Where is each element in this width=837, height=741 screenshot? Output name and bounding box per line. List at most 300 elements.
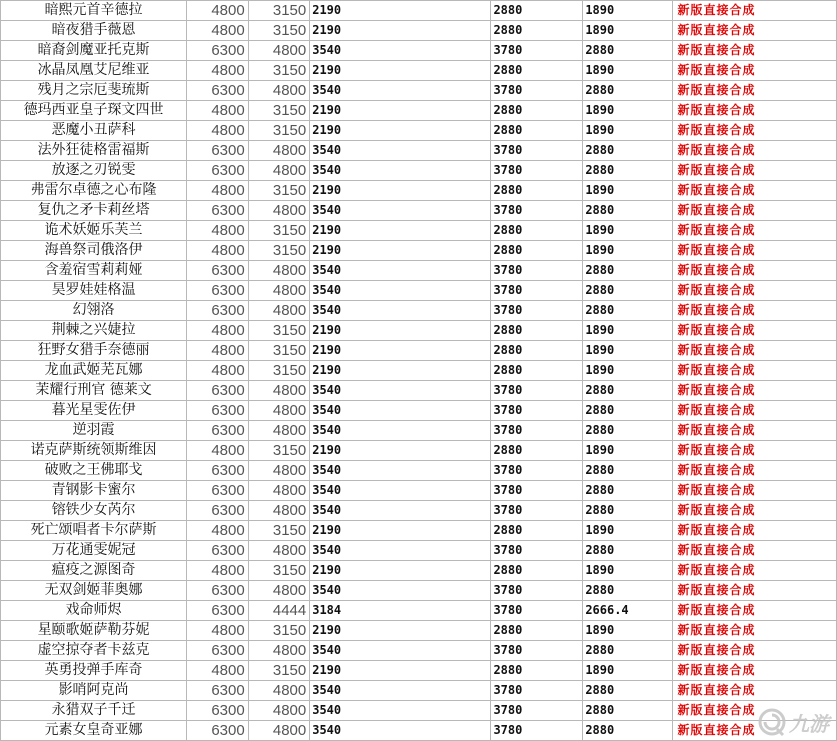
value-b-cell[interactable]: 3780	[491, 301, 583, 321]
table-row	[1, 721, 837, 741]
value-a-cell[interactable]: 3540	[310, 301, 491, 321]
champion-name-cell[interactable]: 破败之王佛耶戈	[1, 461, 187, 481]
value-c-cell[interactable]: 1890	[583, 241, 673, 261]
note-cell[interactable]: 新版直接合成	[673, 461, 837, 481]
value-b-cell[interactable]: 3780	[491, 281, 583, 301]
price-a-cell[interactable]: 4800	[187, 621, 249, 641]
price-a-cell[interactable]: 4800	[187, 521, 249, 541]
value-b-cell[interactable]: 2880	[491, 101, 583, 121]
value-c-cell[interactable]: 2880	[583, 281, 673, 301]
price-b-cell[interactable]: 3150	[248, 221, 310, 241]
table-row	[1, 501, 837, 521]
champion-name-cell[interactable]: 瘟疫之源图奇	[1, 561, 187, 581]
table-row	[1, 621, 837, 641]
table-row	[1, 681, 837, 701]
value-a-cell[interactable]: 2190	[310, 441, 491, 461]
price-b-cell[interactable]: 3150	[248, 181, 310, 201]
price-b-cell[interactable]: 4800	[248, 581, 310, 601]
price-b-cell[interactable]: 4800	[248, 381, 310, 401]
value-a-cell[interactable]: 2190	[310, 621, 491, 641]
price-a-cell[interactable]: 4800	[187, 61, 249, 81]
price-b-cell[interactable]: 3150	[248, 441, 310, 461]
price-a-cell[interactable]: 6300	[187, 701, 249, 721]
value-b-cell[interactable]: 3780	[491, 421, 583, 441]
note-cell[interactable]: 新版直接合成	[673, 641, 837, 661]
value-c-cell[interactable]: 2880	[583, 81, 673, 101]
value-c-cell[interactable]: 1890	[583, 1, 673, 21]
table-row	[1, 201, 837, 221]
note-cell[interactable]: 新版直接合成	[673, 201, 837, 221]
price-a-cell[interactable]: 4800	[187, 321, 249, 341]
price-b-cell[interactable]: 4800	[248, 141, 310, 161]
note-cell[interactable]: 新版直接合成	[673, 381, 837, 401]
value-c-cell[interactable]: 2880	[583, 721, 673, 741]
price-b-cell[interactable]: 3150	[248, 341, 310, 361]
value-c-cell[interactable]: 1890	[583, 441, 673, 461]
value-b-cell[interactable]: 3780	[491, 381, 583, 401]
value-a-cell[interactable]: 3540	[310, 461, 491, 481]
note-cell[interactable]: 新版直接合成	[673, 221, 837, 241]
table-row	[1, 641, 837, 661]
table-row	[1, 461, 837, 481]
note-cell[interactable]: 新版直接合成	[673, 41, 837, 61]
value-a-cell[interactable]: 3184	[310, 601, 491, 621]
price-b-cell[interactable]: 4800	[248, 641, 310, 661]
note-cell[interactable]: 新版直接合成	[673, 101, 837, 121]
value-c-cell[interactable]: 1890	[583, 181, 673, 201]
champion-name-cell[interactable]: 诺克萨斯统领斯维因	[1, 441, 187, 461]
value-b-cell[interactable]: 3780	[491, 681, 583, 701]
price-b-cell[interactable]: 4800	[248, 261, 310, 281]
champion-name-cell[interactable]: 狂野女猎手奈德丽	[1, 341, 187, 361]
note-cell[interactable]: 新版直接合成	[673, 321, 837, 341]
value-b-cell[interactable]: 2880	[491, 341, 583, 361]
price-a-cell[interactable]: 4800	[187, 1, 249, 21]
table-row	[1, 101, 837, 121]
value-b-cell[interactable]: 3780	[491, 141, 583, 161]
value-c-cell[interactable]: 1890	[583, 101, 673, 121]
table-row	[1, 661, 837, 681]
value-c-cell[interactable]: 1890	[583, 621, 673, 641]
value-c-cell[interactable]: 2880	[583, 701, 673, 721]
value-b-cell[interactable]: 3780	[491, 601, 583, 621]
value-c-cell[interactable]: 1890	[583, 221, 673, 241]
champion-name-cell[interactable]: 镕铁少女芮尔	[1, 501, 187, 521]
value-b-cell[interactable]: 2880	[491, 21, 583, 41]
price-b-cell[interactable]: 3150	[248, 21, 310, 41]
price-b-cell[interactable]: 3150	[248, 1, 310, 21]
value-a-cell[interactable]: 3540	[310, 381, 491, 401]
price-a-cell[interactable]: 6300	[187, 681, 249, 701]
value-c-cell[interactable]: 2880	[583, 41, 673, 61]
value-c-cell[interactable]: 2880	[583, 261, 673, 281]
note-cell[interactable]: 新版直接合成	[673, 421, 837, 441]
table-row	[1, 521, 837, 541]
table-row	[1, 301, 837, 321]
price-b-cell[interactable]: 4800	[248, 81, 310, 101]
value-b-cell[interactable]: 3780	[491, 541, 583, 561]
champion-name-cell[interactable]: 逆羽霞	[1, 421, 187, 441]
price-b-cell[interactable]: 3150	[248, 101, 310, 121]
value-a-cell[interactable]: 3540	[310, 481, 491, 501]
champion-name-cell[interactable]: 法外狂徒格雷福斯	[1, 141, 187, 161]
price-b-cell[interactable]: 3150	[248, 561, 310, 581]
price-a-cell[interactable]: 4800	[187, 101, 249, 121]
price-b-cell[interactable]: 4800	[248, 421, 310, 441]
note-cell[interactable]: 新版直接合成	[673, 721, 837, 741]
spreadsheet-body	[1, 1, 837, 741]
value-a-cell[interactable]: 2190	[310, 21, 491, 41]
value-b-cell[interactable]: 2880	[491, 241, 583, 261]
price-a-cell[interactable]: 4800	[187, 361, 249, 381]
table-row	[1, 121, 837, 141]
table-row	[1, 441, 837, 461]
champion-name-cell[interactable]: 含羞宿雪莉莉娅	[1, 261, 187, 281]
price-a-cell[interactable]: 4800	[187, 241, 249, 261]
price-a-cell[interactable]: 4800	[187, 21, 249, 41]
value-b-cell[interactable]: 2880	[491, 121, 583, 141]
value-b-cell[interactable]: 3780	[491, 481, 583, 501]
value-a-cell[interactable]: 3540	[310, 541, 491, 561]
table-row	[1, 361, 837, 381]
value-b-cell[interactable]: 2880	[491, 1, 583, 21]
price-a-cell[interactable]: 6300	[187, 401, 249, 421]
value-c-cell[interactable]: 2880	[583, 481, 673, 501]
value-a-cell[interactable]: 3540	[310, 161, 491, 181]
watermark	[757, 707, 829, 737]
price-a-cell[interactable]: 6300	[187, 381, 249, 401]
value-b-cell[interactable]: 2880	[491, 181, 583, 201]
champion-name-cell[interactable]: 暗裔剑魔亚托克斯	[1, 41, 187, 61]
note-cell[interactable]: 新版直接合成	[673, 181, 837, 201]
value-b-cell[interactable]: 2880	[491, 221, 583, 241]
note-cell[interactable]: 新版直接合成	[673, 161, 837, 181]
value-c-cell[interactable]: 1890	[583, 361, 673, 381]
table-row	[1, 21, 837, 41]
price-a-cell[interactable]: 4800	[187, 221, 249, 241]
value-a-cell[interactable]: 2190	[310, 661, 491, 681]
value-b-cell[interactable]: 3780	[491, 81, 583, 101]
value-c-cell[interactable]: 2880	[583, 501, 673, 521]
value-c-cell[interactable]: 2880	[583, 641, 673, 661]
champion-name-cell[interactable]: 龙血武姬芜瓦娜	[1, 361, 187, 381]
price-b-cell[interactable]: 4800	[248, 161, 310, 181]
value-b-cell[interactable]: 3780	[491, 461, 583, 481]
value-a-cell[interactable]: 2190	[310, 521, 491, 541]
note-cell[interactable]: 新版直接合成	[673, 21, 837, 41]
note-cell[interactable]: 新版直接合成	[673, 61, 837, 81]
table-row	[1, 61, 837, 81]
table-row	[1, 381, 837, 401]
price-b-cell[interactable]: 3150	[248, 621, 310, 641]
note-cell[interactable]: 新版直接合成	[673, 541, 837, 561]
value-a-cell[interactable]: 3540	[310, 721, 491, 741]
price-b-cell[interactable]: 4800	[248, 701, 310, 721]
price-a-cell[interactable]: 6300	[187, 261, 249, 281]
value-b-cell[interactable]: 2880	[491, 361, 583, 381]
value-b-cell[interactable]: 3780	[491, 721, 583, 741]
value-c-cell[interactable]: 2880	[583, 401, 673, 421]
value-c-cell[interactable]: 2880	[583, 161, 673, 181]
price-a-cell[interactable]: 4800	[187, 341, 249, 361]
value-a-cell[interactable]: 2190	[310, 221, 491, 241]
value-c-cell[interactable]: 2880	[583, 581, 673, 601]
table-row	[1, 241, 837, 261]
note-cell[interactable]: 新版直接合成	[673, 341, 837, 361]
champion-name-cell[interactable]: 星颐歌姬萨勒芬妮	[1, 621, 187, 641]
value-b-cell[interactable]: 3780	[491, 581, 583, 601]
value-c-cell[interactable]: 1890	[583, 121, 673, 141]
price-a-cell[interactable]: 6300	[187, 281, 249, 301]
champion-name-cell[interactable]: 荆棘之兴婕拉	[1, 321, 187, 341]
note-cell[interactable]: 新版直接合成	[673, 361, 837, 381]
price-b-cell[interactable]: 4800	[248, 401, 310, 421]
note-cell[interactable]: 新版直接合成	[673, 281, 837, 301]
table-row	[1, 261, 837, 281]
champion-name-cell[interactable]: 无双剑姬菲奥娜	[1, 581, 187, 601]
note-cell[interactable]: 新版直接合成	[673, 661, 837, 681]
note-cell[interactable]: 新版直接合成	[673, 261, 837, 281]
champion-name-cell[interactable]: 茉耀行刑官 德莱文	[1, 381, 187, 401]
value-b-cell[interactable]: 2880	[491, 521, 583, 541]
value-c-cell[interactable]: 1890	[583, 661, 673, 681]
value-c-cell[interactable]: 2880	[583, 141, 673, 161]
value-c-cell[interactable]: 2880	[583, 421, 673, 441]
table-row	[1, 41, 837, 61]
value-a-cell[interactable]: 2190	[310, 341, 491, 361]
value-b-cell[interactable]: 3780	[491, 641, 583, 661]
champion-name-cell[interactable]: 恶魔小丑萨科	[1, 121, 187, 141]
price-b-cell[interactable]: 4800	[248, 481, 310, 501]
price-b-cell[interactable]: 4800	[248, 41, 310, 61]
price-a-cell[interactable]: 6300	[187, 41, 249, 61]
value-a-cell[interactable]: 3540	[310, 641, 491, 661]
price-b-cell[interactable]: 4800	[248, 461, 310, 481]
table-row	[1, 421, 837, 441]
price-a-cell[interactable]: 6300	[187, 461, 249, 481]
champion-name-cell[interactable]: 暗夜猎手薇恩	[1, 21, 187, 41]
value-b-cell[interactable]: 3780	[491, 261, 583, 281]
table-row	[1, 81, 837, 101]
champion-name-cell[interactable]: 死亡颂唱者卡尔萨斯	[1, 521, 187, 541]
table-row	[1, 221, 837, 241]
note-cell[interactable]: 新版直接合成	[673, 601, 837, 621]
champion-name-cell[interactable]: 永猎双子千迁	[1, 701, 187, 721]
champion-name-cell[interactable]: 昊罗娃娃格温	[1, 281, 187, 301]
table-row	[1, 181, 837, 201]
price-a-cell[interactable]: 6300	[187, 541, 249, 561]
note-cell[interactable]: 新版直接合成	[673, 441, 837, 461]
price-b-cell[interactable]: 3150	[248, 121, 310, 141]
value-a-cell[interactable]: 3540	[310, 701, 491, 721]
value-a-cell[interactable]: 2190	[310, 61, 491, 81]
table-row	[1, 401, 837, 421]
note-cell[interactable]: 新版直接合成	[673, 481, 837, 501]
champion-name-cell[interactable]: 放逐之刃锐雯	[1, 161, 187, 181]
price-a-cell[interactable]: 6300	[187, 481, 249, 501]
value-b-cell[interactable]: 3780	[491, 41, 583, 61]
value-c-cell[interactable]: 2880	[583, 541, 673, 561]
price-b-cell[interactable]: 3150	[248, 661, 310, 681]
table-row	[1, 481, 837, 501]
champion-name-cell[interactable]: 残月之宗厄斐琉斯	[1, 81, 187, 101]
value-b-cell[interactable]: 3780	[491, 501, 583, 521]
value-a-cell[interactable]: 2190	[310, 1, 491, 21]
price-b-cell[interactable]: 4800	[248, 681, 310, 701]
table-row	[1, 321, 837, 341]
price-a-cell[interactable]: 6300	[187, 581, 249, 601]
price-b-cell[interactable]: 4444	[248, 601, 310, 621]
value-a-cell[interactable]: 3540	[310, 261, 491, 281]
price-a-cell[interactable]: 6300	[187, 301, 249, 321]
table-row	[1, 541, 837, 561]
table-row	[1, 141, 837, 161]
champion-name-cell[interactable]: 暮光星雯佐伊	[1, 401, 187, 421]
value-b-cell[interactable]: 2880	[491, 661, 583, 681]
value-a-cell[interactable]: 2190	[310, 121, 491, 141]
value-a-cell[interactable]: 3540	[310, 421, 491, 441]
value-b-cell[interactable]: 2880	[491, 561, 583, 581]
price-b-cell[interactable]: 4800	[248, 541, 310, 561]
note-cell[interactable]: 新版直接合成	[673, 501, 837, 521]
value-b-cell[interactable]: 3780	[491, 201, 583, 221]
nine-game-logo-icon	[757, 707, 787, 737]
value-b-cell[interactable]: 2880	[491, 321, 583, 341]
value-a-cell[interactable]: 2190	[310, 241, 491, 261]
price-b-cell[interactable]: 3150	[248, 241, 310, 261]
price-a-cell[interactable]: 6300	[187, 81, 249, 101]
price-a-cell[interactable]: 4800	[187, 121, 249, 141]
price-a-cell[interactable]: 6300	[187, 201, 249, 221]
value-b-cell[interactable]: 2880	[491, 621, 583, 641]
note-cell[interactable]: 新版直接合成	[673, 621, 837, 641]
value-a-cell[interactable]: 3540	[310, 681, 491, 701]
table-row	[1, 281, 837, 301]
champion-name-cell[interactable]: 戏命师烬	[1, 601, 187, 621]
value-a-cell[interactable]: 2190	[310, 181, 491, 201]
champion-name-cell[interactable]: 元素女皇奇亚娜	[1, 721, 187, 741]
price-a-cell[interactable]: 6300	[187, 161, 249, 181]
value-a-cell[interactable]: 3540	[310, 81, 491, 101]
price-a-cell[interactable]: 6300	[187, 721, 249, 741]
value-c-cell[interactable]: 1890	[583, 21, 673, 41]
price-b-cell[interactable]: 4800	[248, 201, 310, 221]
value-b-cell[interactable]: 3780	[491, 701, 583, 721]
value-a-cell[interactable]: 3540	[310, 281, 491, 301]
value-c-cell[interactable]: 2666.4	[583, 601, 673, 621]
value-c-cell[interactable]: 2880	[583, 461, 673, 481]
note-cell[interactable]: 新版直接合成	[673, 1, 837, 21]
note-cell[interactable]: 新版直接合成	[673, 561, 837, 581]
price-a-cell[interactable]: 4800	[187, 561, 249, 581]
champion-name-cell[interactable]: 复仇之矛卡莉丝塔	[1, 201, 187, 221]
champion-name-cell[interactable]: 英勇投弹手库奇	[1, 661, 187, 681]
value-c-cell[interactable]: 1890	[583, 561, 673, 581]
champion-name-cell[interactable]: 海兽祭司俄洛伊	[1, 241, 187, 261]
price-b-cell[interactable]: 4800	[248, 301, 310, 321]
value-c-cell[interactable]: 1890	[583, 341, 673, 361]
table-row	[1, 701, 837, 721]
value-a-cell[interactable]: 2190	[310, 321, 491, 341]
value-a-cell[interactable]: 2190	[310, 561, 491, 581]
champion-name-cell[interactable]: 弗雷尔卓德之心布隆	[1, 181, 187, 201]
price-a-cell[interactable]: 4800	[187, 181, 249, 201]
note-cell[interactable]: 新版直接合成	[673, 701, 837, 721]
value-b-cell[interactable]: 3780	[491, 161, 583, 181]
note-cell[interactable]: 新版直接合成	[673, 401, 837, 421]
price-a-cell[interactable]: 6300	[187, 421, 249, 441]
price-b-cell[interactable]: 3150	[248, 61, 310, 81]
price-b-cell[interactable]: 3150	[248, 521, 310, 541]
value-c-cell[interactable]: 2880	[583, 681, 673, 701]
price-b-cell[interactable]: 3150	[248, 321, 310, 341]
value-b-cell[interactable]: 3780	[491, 401, 583, 421]
table-row	[1, 581, 837, 601]
value-a-cell[interactable]: 3540	[310, 401, 491, 421]
champion-name-cell[interactable]: 冰晶凤凰艾尼维亚	[1, 61, 187, 81]
value-a-cell[interactable]: 2190	[310, 361, 491, 381]
champion-name-cell[interactable]: 德玛西亚皇子琛文四世	[1, 101, 187, 121]
champion-name-cell[interactable]: 诡术妖姬乐芙兰	[1, 221, 187, 241]
table-row	[1, 161, 837, 181]
champion-name-cell[interactable]: 青钢影卡蜜尔	[1, 481, 187, 501]
note-cell[interactable]: 新版直接合成	[673, 301, 837, 321]
champion-name-cell[interactable]: 虚空掠夺者卡兹克	[1, 641, 187, 661]
value-c-cell[interactable]: 1890	[583, 321, 673, 341]
value-c-cell[interactable]: 2880	[583, 201, 673, 221]
table-row	[1, 341, 837, 361]
value-c-cell[interactable]: 1890	[583, 521, 673, 541]
champion-name-cell[interactable]: 万花通雯妮冠	[1, 541, 187, 561]
price-a-cell[interactable]: 6300	[187, 641, 249, 661]
note-cell[interactable]: 新版直接合成	[673, 581, 837, 601]
value-a-cell[interactable]: 3540	[310, 41, 491, 61]
price-a-cell[interactable]: 6300	[187, 601, 249, 621]
note-cell[interactable]: 新版直接合成	[673, 141, 837, 161]
value-a-cell[interactable]: 3540	[310, 201, 491, 221]
price-b-cell[interactable]: 4800	[248, 721, 310, 741]
champion-name-cell[interactable]: 幻翎洛	[1, 301, 187, 321]
value-c-cell[interactable]: 2880	[583, 381, 673, 401]
price-a-cell[interactable]: 6300	[187, 141, 249, 161]
champion-name-cell[interactable]: 影哨阿克尚	[1, 681, 187, 701]
note-cell[interactable]: 新版直接合成	[673, 81, 837, 101]
watermark-text: 九游	[789, 711, 829, 736]
value-b-cell[interactable]: 2880	[491, 441, 583, 461]
table-row	[1, 1, 837, 21]
table-row	[1, 601, 837, 621]
champion-name-cell[interactable]: 暗熙元首辛德拉	[1, 1, 187, 21]
price-b-cell[interactable]: 4800	[248, 501, 310, 521]
price-a-cell[interactable]: 4800	[187, 441, 249, 461]
value-c-cell[interactable]: 2880	[583, 301, 673, 321]
note-cell[interactable]: 新版直接合成	[673, 681, 837, 701]
table-row	[1, 561, 837, 581]
price-b-cell[interactable]: 4800	[248, 281, 310, 301]
note-cell[interactable]: 新版直接合成	[673, 121, 837, 141]
note-cell[interactable]: 新版直接合成	[673, 241, 837, 261]
value-a-cell[interactable]: 2190	[310, 101, 491, 121]
value-b-cell[interactable]: 2880	[491, 61, 583, 81]
value-a-cell[interactable]: 3540	[310, 141, 491, 161]
value-a-cell[interactable]: 3540	[310, 501, 491, 521]
price-a-cell[interactable]: 6300	[187, 501, 249, 521]
value-a-cell[interactable]: 3540	[310, 581, 491, 601]
note-cell[interactable]: 新版直接合成	[673, 521, 837, 541]
price-b-cell[interactable]: 3150	[248, 361, 310, 381]
price-a-cell[interactable]: 4800	[187, 661, 249, 681]
value-c-cell[interactable]: 1890	[583, 61, 673, 81]
